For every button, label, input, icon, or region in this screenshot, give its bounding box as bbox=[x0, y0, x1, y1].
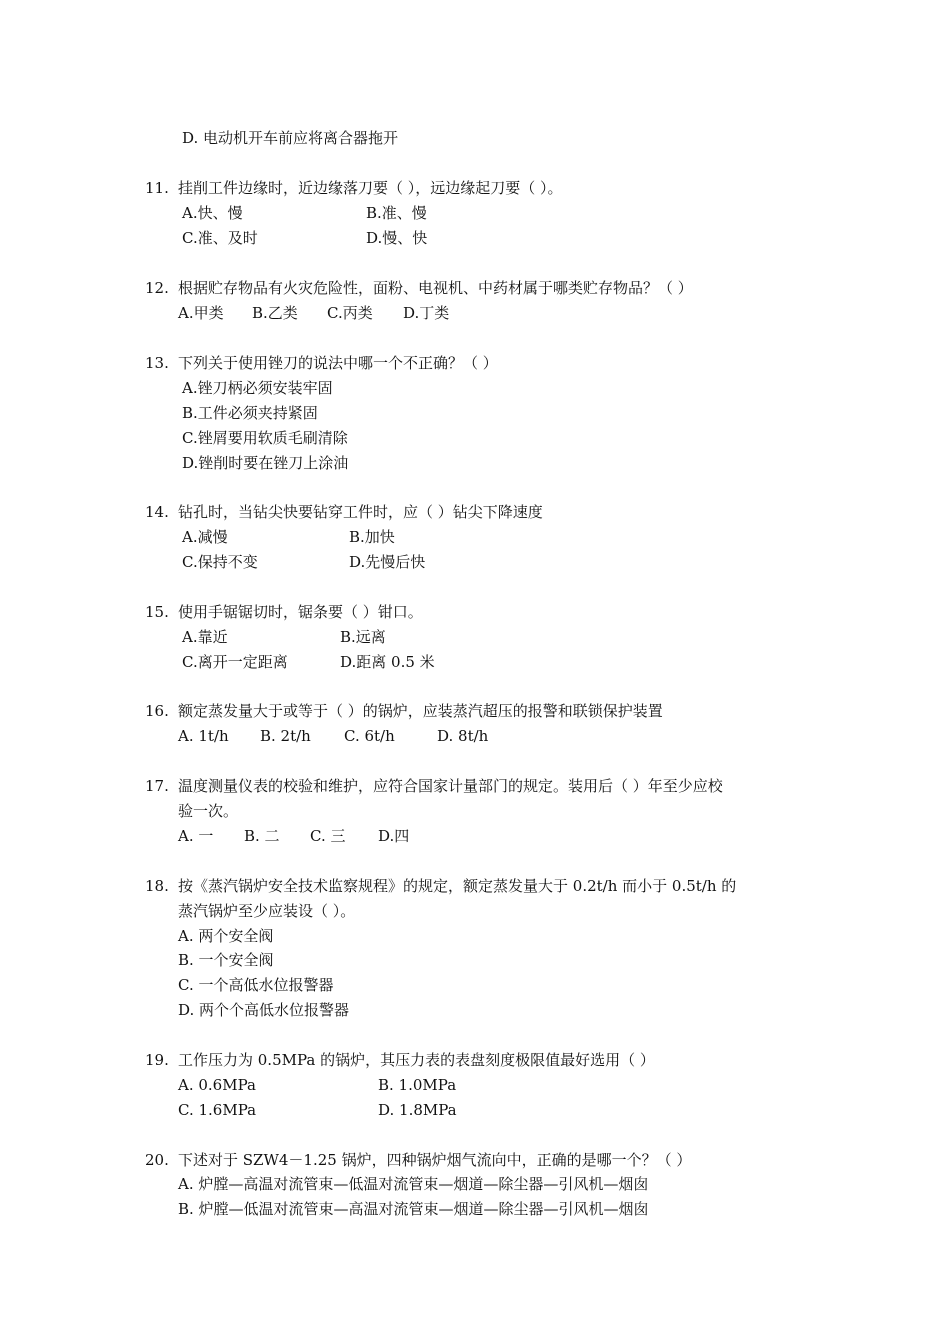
question-text-line-2: 验一次。 bbox=[178, 802, 239, 820]
option-d: D.丁类 bbox=[403, 304, 450, 322]
option-d: D.慢、快 bbox=[366, 229, 428, 247]
option-a: A. 一 bbox=[178, 827, 214, 845]
option-d: D.距离 0.5 米 bbox=[340, 653, 435, 671]
question-number: 14. bbox=[145, 503, 169, 521]
option-b: B.准、慢 bbox=[366, 204, 427, 222]
question-text-line-2: 蒸汽锅炉至少应装设（ ）。 bbox=[178, 902, 356, 920]
question-text: 根据贮存物品有火灾危险性，面粉、电视机、中药材属于哪类贮存物品？（ ） bbox=[178, 279, 693, 297]
option-a: A. 两个安全阀 bbox=[178, 927, 274, 945]
question-text: 使用手锯锯切时，锯条要（ ）钳口。 bbox=[178, 603, 423, 621]
option-a: A.甲类 bbox=[178, 304, 224, 322]
question-number: 12. bbox=[145, 279, 169, 297]
option-c: C.准、及时 bbox=[182, 229, 258, 247]
option-a: A. 1t/h bbox=[178, 727, 229, 745]
question-text: 工作压力为 0.5MPa 的锅炉，其压力表的表盘刻度极限值最好选用（ ） bbox=[178, 1051, 655, 1069]
option-a: A. 0.6MPa bbox=[178, 1076, 256, 1094]
option-a: A.快、慢 bbox=[182, 204, 243, 222]
option-a: A.锉刀柄必须安装牢固 bbox=[182, 379, 333, 397]
option-c: C.锉屑要用软质毛刷清除 bbox=[182, 429, 348, 447]
question-number: 19. bbox=[145, 1051, 169, 1069]
option-d: D. 1.8MPa bbox=[378, 1101, 457, 1119]
option-d: D.四 bbox=[378, 827, 410, 845]
question-number: 15. bbox=[145, 603, 169, 621]
option-c: C. 三 bbox=[310, 827, 346, 845]
option-a: A. 炉膛—高温对流管束—低温对流管束—烟道—除尘器—引风机—烟囱 bbox=[178, 1175, 649, 1193]
question-number: 11. bbox=[145, 179, 169, 197]
question-number: 20. bbox=[145, 1151, 169, 1169]
option-c: C. 6t/h bbox=[344, 727, 395, 745]
option-a: A.靠近 bbox=[182, 628, 228, 646]
option-b: B.远离 bbox=[340, 628, 386, 646]
question-text-line-1: 温度测量仪表的校验和维护，应符合国家计量部门的规定。装用后（ ）年至少应校 bbox=[178, 777, 723, 795]
option-d: D. 8t/h bbox=[437, 727, 489, 745]
option-b: B. 炉膛—低温对流管束—高温对流管束—烟道—除尘器—引风机—烟囱 bbox=[178, 1200, 649, 1218]
option-d: D. 两个个高低水位报警器 bbox=[178, 1001, 350, 1019]
option-d: D.锉削时要在锉刀上涂油 bbox=[182, 454, 349, 472]
option-d: D.先慢后快 bbox=[349, 553, 426, 571]
option-b: B.加快 bbox=[349, 528, 395, 546]
option-a: A.减慢 bbox=[182, 528, 228, 546]
option-b: B. 一个安全阀 bbox=[178, 951, 274, 969]
question-text: 下列关于使用锉刀的说法中哪一个不正确？（ ） bbox=[178, 354, 498, 372]
question-number: 17. bbox=[145, 777, 169, 795]
question-text: 下述对于 SZW4－1.25 锅炉，四种锅炉烟气流向中，正确的是哪一个？（ ） bbox=[178, 1151, 692, 1169]
option-b: B.工件必须夹持紧固 bbox=[182, 404, 318, 422]
option-c: C.丙类 bbox=[327, 304, 373, 322]
option-b: B. 1.0MPa bbox=[378, 1076, 457, 1094]
question-text: 挂削工件边缘时，近边缘落刀要（ ），远边缘起刀要（ ）。 bbox=[178, 179, 563, 197]
previous-question-option-d: D. 电动机开车前应将离合器拖开 bbox=[182, 129, 399, 147]
question-text: 钻孔时，当钻尖快要钻穿工件时，应（ ）钻尖下降速度 bbox=[178, 503, 543, 521]
option-b: B. 2t/h bbox=[260, 727, 311, 745]
question-text-line-1: 按《蒸汽锅炉安全技术监察规程》的规定，额定蒸发量大于 0.2t/h 而小于 0.5t/h 的 bbox=[178, 877, 737, 895]
option-c: C. 一个高低水位报警器 bbox=[178, 976, 334, 994]
question-number: 13. bbox=[145, 354, 169, 372]
option-b: B. 二 bbox=[244, 827, 280, 845]
option-c: C. 1.6MPa bbox=[178, 1101, 257, 1119]
option-b: B.乙类 bbox=[252, 304, 298, 322]
question-number: 16. bbox=[145, 702, 169, 720]
option-c: C.离开一定距离 bbox=[182, 653, 288, 671]
question-number: 18. bbox=[145, 877, 169, 895]
question-text: 额定蒸发量大于或等于（ ）的锅炉，应装蒸汽超压的报警和联锁保护装置 bbox=[178, 702, 663, 720]
option-c: C.保持不变 bbox=[182, 553, 258, 571]
